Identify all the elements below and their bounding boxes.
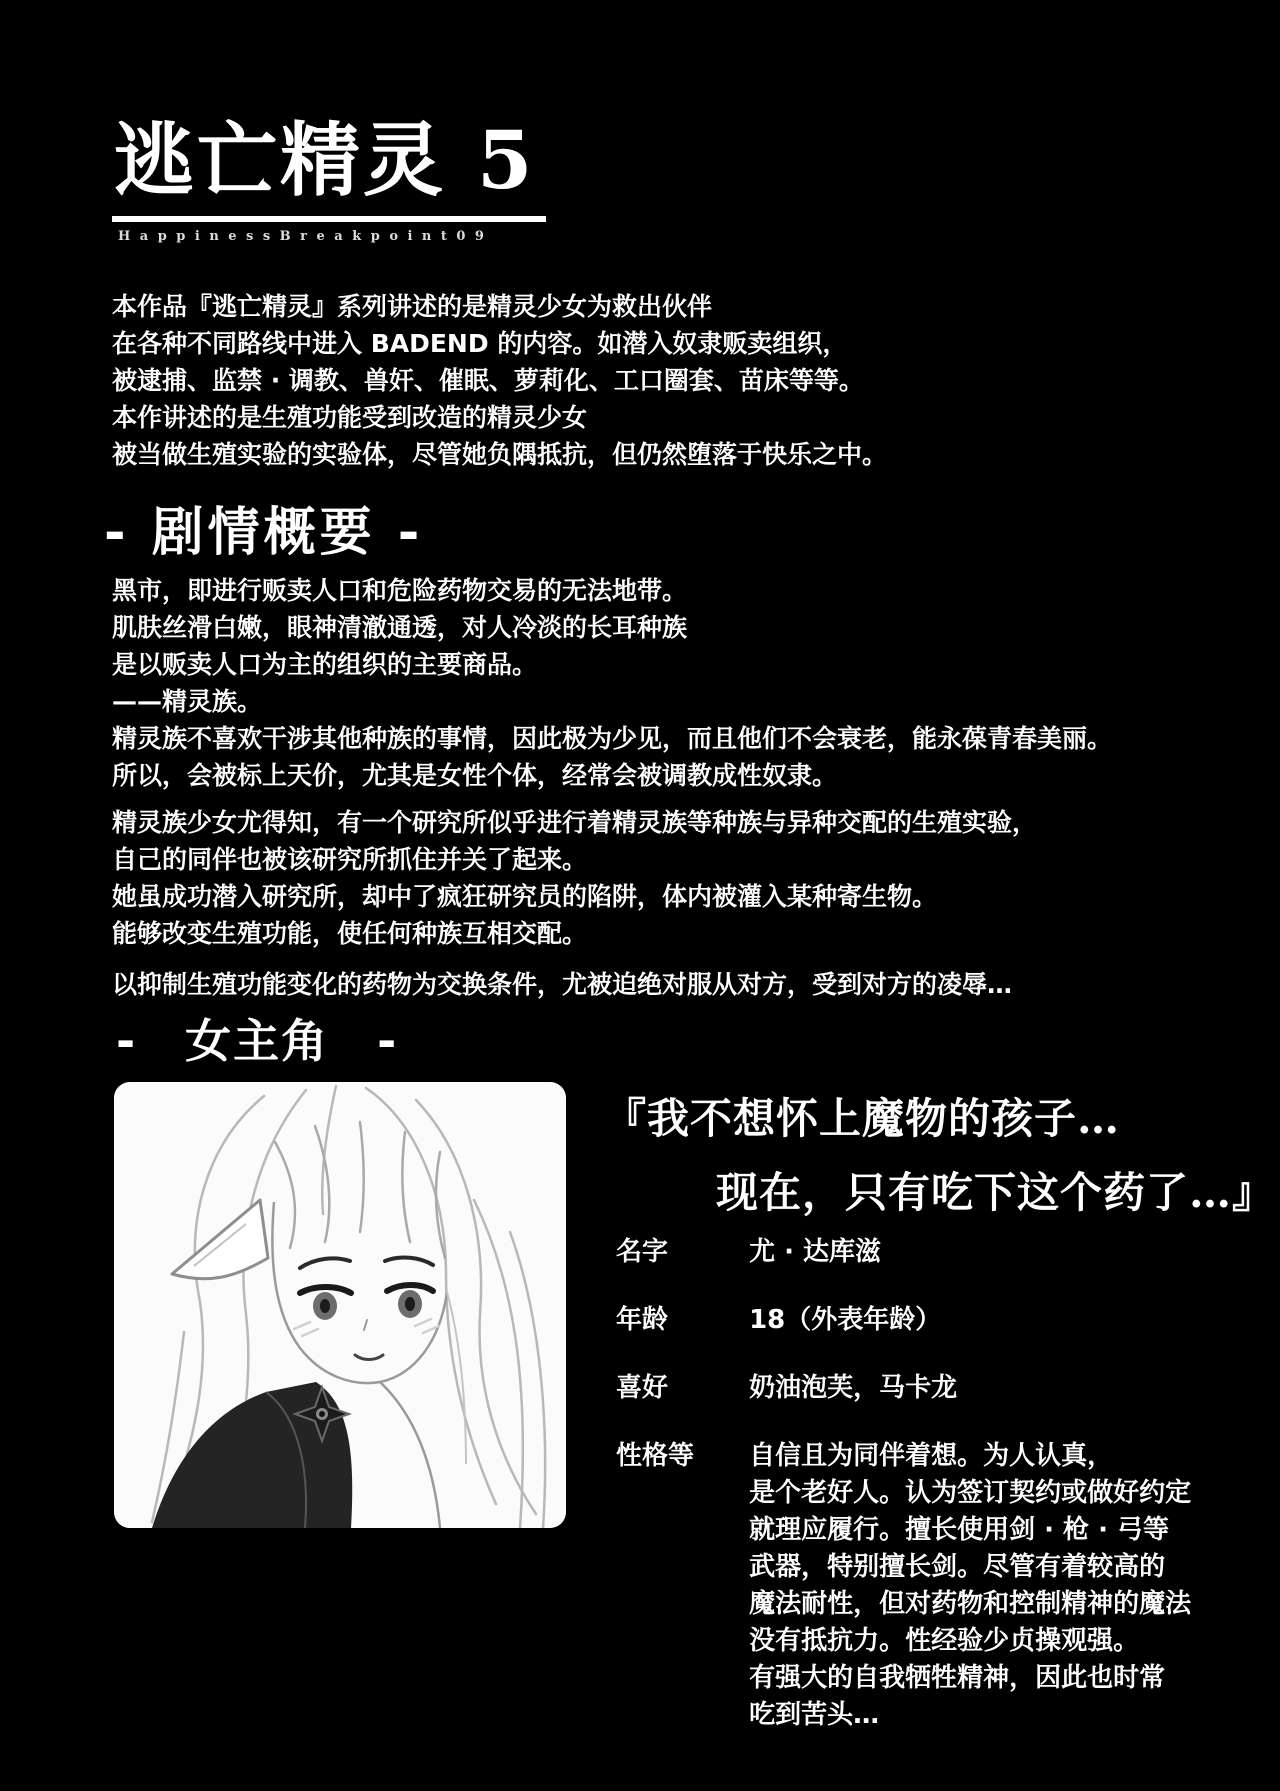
plot-line: 能够改变生殖功能，使任何种族互相交配。: [112, 919, 588, 948]
profile-row-personality: [616, 1438, 1191, 1734]
plot-paragraph: [112, 572, 1112, 720]
plot-line: 所以，会被标上天价，尤其是女性个体，经常会被调教成性奴隶。: [112, 761, 838, 790]
profile-value: [749, 1438, 1191, 1734]
intro-line: 本作品『逃亡精灵』系列讲述的是精灵少女为救出伙伴: [112, 292, 713, 321]
plot-line: 她虽成功潜入研究所，却中了疯狂研究员的陷阱，体内被灌入某种寄生物。: [112, 882, 938, 911]
plot-line: 精灵族不喜欢干涉其他种族的事情，因此极为少见，而且他们不会衰老，能永葆青春美丽。: [112, 724, 1113, 753]
profile-label: 名字: [616, 1237, 669, 1267]
plot-summary-heading: - 剧情概要 -: [104, 503, 424, 563]
elf-girl-illustration: [114, 1082, 566, 1528]
personality-line: 武器，特别擅长剑。尽管有着较高的: [749, 1552, 1166, 1582]
plot-line: ——精灵族。: [112, 687, 263, 716]
profile-label: 年龄: [616, 1305, 669, 1335]
intro-paragraph: [112, 288, 887, 473]
profile-value: 18（外表年龄）: [749, 1305, 942, 1335]
profile-row-name: [616, 1234, 881, 1271]
profile-value: 尤 · 达库滋: [749, 1237, 882, 1267]
plot-line: 是以贩卖人口为主的组织的主要商品。: [112, 650, 538, 679]
intro-line: 被逮捕、监禁 · 调教、兽奸、催眠、萝莉化、工口圈套、苗床等等。: [112, 366, 864, 395]
personality-line: 是个老好人。认为签订契约或做好约定: [749, 1478, 1192, 1508]
personality-line: 有强大的自我牺牲精神，因此也时常: [749, 1663, 1166, 1693]
heroine-heading: - 女主角 -: [116, 1014, 399, 1068]
page-title: 逃亡精灵 5: [112, 116, 546, 222]
plot-paragraph: [112, 804, 1112, 952]
profile-label: 喜好: [616, 1373, 669, 1403]
profile-row-age: [616, 1302, 941, 1339]
page-subtitle-latin: HappinessBreakpoint09: [118, 229, 494, 244]
personality-line: 魔法耐性，但对药物和控制精神的魔法: [749, 1589, 1192, 1619]
personality-line: 自信且为同伴着想。为人认真，: [749, 1441, 1114, 1471]
intro-line: 被当做生殖实验的实验体，尽管她负隅抵抗，但仍然堕落于快乐之中。: [112, 440, 888, 469]
character-portrait: [114, 1082, 566, 1528]
plot-line: 黑市，即进行贩卖人口和危险药物交易的无法地带。: [112, 576, 688, 605]
intro-line: 在各种不同路线中进入 BADEND 的内容。如潜入奴隶贩卖组织，: [112, 329, 848, 358]
plot-line: 精灵族少女尤得知，有一个研究所似乎进行着精灵族等种族与异种交配的生殖实验，: [112, 808, 1038, 837]
personality-line: 吃到苦头…: [749, 1700, 880, 1730]
intro-line: 本作讲述的是生殖功能受到改造的精灵少女: [112, 403, 588, 432]
profile-value: 奶油泡芙，马卡龙: [749, 1373, 958, 1403]
profile-label: 性格等: [616, 1441, 695, 1471]
plot-line: 以抑制生殖功能变化的药物为交换条件，尤被迫绝对服从对方，受到对方的凌辱…: [112, 970, 1013, 999]
personality-line: 就理应履行。擅长使用剑 · 枪 · 弓等: [749, 1515, 1170, 1545]
plot-paragraph: [112, 966, 1112, 1003]
plot-line: 自己的同伴也被该研究所抓住并关了起来。: [112, 845, 588, 874]
plot-summary-text: [112, 572, 1112, 1003]
plot-paragraph: [112, 720, 1112, 794]
profile-row-likes: [616, 1370, 957, 1407]
heroine-quote-line-2: 现在，只有吃下这个药了…』: [716, 1168, 1276, 1217]
heroine-quote-line-1: 『我不想怀上魔物的孩子…: [604, 1094, 1121, 1143]
plot-line: 肌肤丝滑白嫩，眼神清澈通透，对人冷淡的长耳种族: [112, 613, 688, 642]
personality-line: 没有抵抗力。性经验少贞操观强。: [749, 1626, 1140, 1656]
